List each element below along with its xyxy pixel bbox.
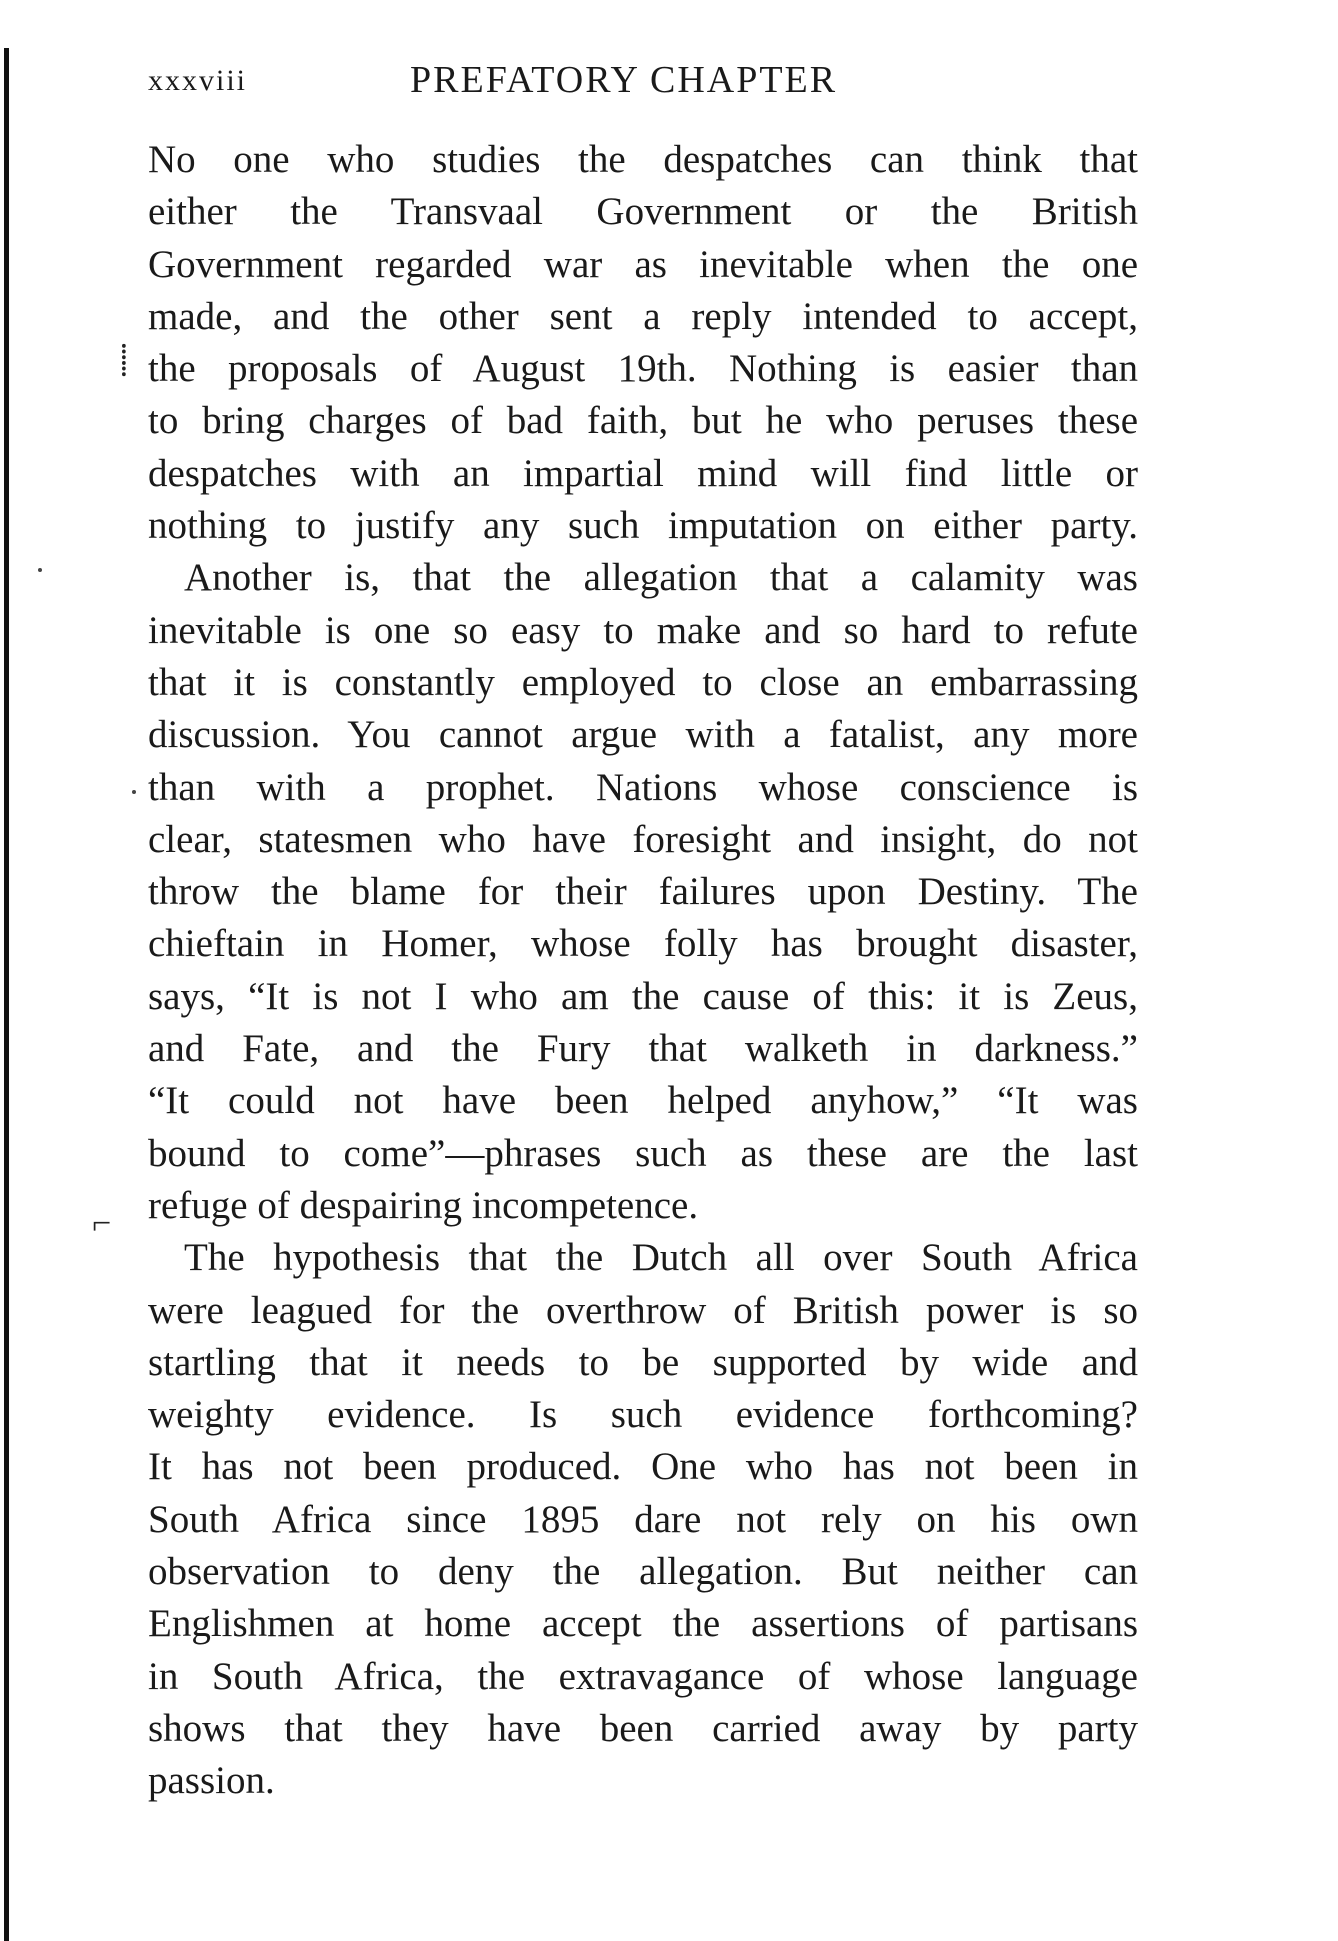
text-line: inevitable is one so easy to make and so hard to refute <box>148 608 1138 652</box>
text-line: weighty evidence. Is such evidence forthcoming? <box>148 1393 1138 1437</box>
text-line: chieftain in Homer, whose folly has brought disaster, <box>148 922 1138 966</box>
text-line: the proposals of August 19th. Nothing is easier than <box>148 347 1138 391</box>
text-line: discussion. You cannot argue with a fatalist, any more <box>148 713 1138 757</box>
text-line: “It could not have been helped anyhow,” “It was <box>148 1079 1138 1123</box>
text-line: observation to deny the allegation. But neither can <box>148 1550 1138 1594</box>
text-line: and Fate, and the Fury that walketh in darkness.” <box>148 1027 1138 1071</box>
text-line: Englishmen at home accept the assertions of partisans <box>148 1602 1138 1646</box>
text-line: shows that they have been carried away by party <box>148 1706 1138 1750</box>
text-line: says, “It is not I who am the cause of this: it is Zeus, <box>148 974 1138 1018</box>
text-line: made, and the other sent a reply intended to accept, <box>148 294 1138 338</box>
margin-dot <box>38 568 42 572</box>
text-line: in South Africa, the extravagance of whose language <box>148 1654 1138 1698</box>
text-line: No one who studies the despatches can think that <box>148 138 1138 181</box>
text-line: Government regarded war as inevitable when the one <box>148 242 1138 286</box>
running-title: PREFATORY CHAPTER <box>410 59 838 101</box>
margin-annotation-mark: ⸽ <box>120 344 128 377</box>
text-line: The hypothesis that the Dutch all over South Africa <box>184 1236 1138 1280</box>
page-number: xxxviii <box>148 64 248 97</box>
page-header <box>148 52 1148 102</box>
page-binding-edge <box>4 48 9 1941</box>
text-line: South Africa since 1895 dare not rely on his own <box>148 1497 1138 1541</box>
margin-dot <box>132 790 136 794</box>
text-line: were leagued for the overthrow of British power is so <box>148 1288 1138 1332</box>
text-line: passion. <box>148 1759 275 1803</box>
text-line: nothing to justify any such imputation on either party. <box>148 504 1138 548</box>
text-line: It has not been produced. One who has not been in <box>148 1445 1138 1489</box>
paragraph-1 <box>148 134 1138 552</box>
text-line: despatches with an impartial mind will find little or <box>148 451 1138 495</box>
text-line: that it is constantly employed to close an embarrassing <box>148 660 1138 704</box>
text-line: refuge of despairing incompetence. <box>148 1183 699 1227</box>
text-line: throw the blame for their failures upon Destiny. The <box>148 870 1138 914</box>
body-text <box>148 134 1138 1808</box>
margin-annotation-mark: ⌐ <box>92 1205 112 1242</box>
paragraph-2 <box>148 552 1138 1232</box>
text-line: either the Transvaal Government or the British <box>148 190 1138 234</box>
text-line: to bring charges of bad faith, but he who peruses these <box>148 399 1138 443</box>
text-line: than with a prophet. Nations whose conscience is <box>148 765 1138 809</box>
text-line: bound to come”—phrases such as these are the last <box>148 1131 1138 1175</box>
text-line: clear, statesmen who have foresight and insight, do not <box>148 817 1138 861</box>
text-line: startling that it needs to be supported by wide and <box>148 1340 1138 1384</box>
paragraph-3 <box>148 1232 1138 1807</box>
text-line: Another is, that the allegation that a calamity was <box>184 556 1138 600</box>
